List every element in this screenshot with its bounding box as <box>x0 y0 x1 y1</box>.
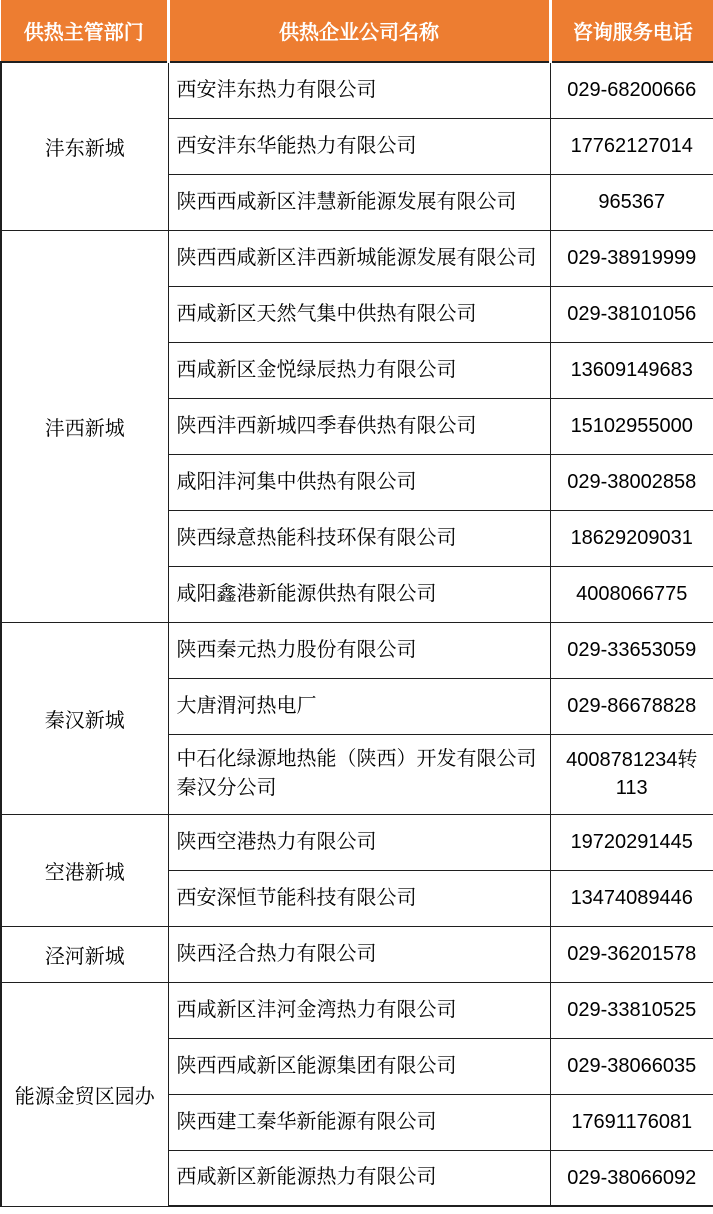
department-cell: 秦汉新城 <box>1 622 168 814</box>
company-name-cell: 陕西西咸新区沣慧新能源发展有限公司 <box>168 174 550 230</box>
phone-cell: 13609149683 <box>550 342 713 398</box>
department-cell: 沣西新城 <box>1 230 168 622</box>
company-name-cell: 陕西空港热力有限公司 <box>168 814 550 870</box>
header-department: 供热主管部门 <box>1 0 168 62</box>
department-cell: 泾河新城 <box>1 926 168 982</box>
company-name-cell: 西咸新区天然气集中供热有限公司 <box>168 286 550 342</box>
phone-cell: 18629209031 <box>550 510 713 566</box>
table-row <box>1 982 713 1038</box>
phone-cell: 029-33653059 <box>550 622 713 678</box>
company-name-cell: 西咸新区沣河金湾热力有限公司 <box>168 982 550 1038</box>
company-name-cell: 中石化绿源地热能（陕西）开发有限公司秦汉分公司 <box>168 734 550 814</box>
phone-cell: 029-38002858 <box>550 454 713 510</box>
company-name-cell: 陕西西咸新区沣西新城能源发展有限公司 <box>168 230 550 286</box>
phone-cell: 4008781234转113 <box>550 734 713 814</box>
table-row <box>1 62 713 118</box>
company-name-cell: 陕西建工秦华新能源有限公司 <box>168 1094 550 1150</box>
department-cell: 沣东新城 <box>1 62 168 230</box>
phone-cell: 029-38919999 <box>550 230 713 286</box>
table-header-row <box>1 0 713 62</box>
phone-cell: 029-68200666 <box>550 62 713 118</box>
phone-cell: 029-36201578 <box>550 926 713 982</box>
company-name-cell: 陕西泾合热力有限公司 <box>168 926 550 982</box>
company-name-cell: 咸阳沣河集中供热有限公司 <box>168 454 550 510</box>
phone-cell: 17691176081 <box>550 1094 713 1150</box>
company-name-cell: 西安沣东热力有限公司 <box>168 62 550 118</box>
header-service-phone: 咨询服务电话 <box>550 0 713 62</box>
company-name-cell: 陕西西咸新区能源集团有限公司 <box>168 1038 550 1094</box>
phone-cell: 029-38066092 <box>550 1150 713 1206</box>
company-name-cell: 咸阳鑫港新能源供热有限公司 <box>168 566 550 622</box>
table-row <box>1 926 713 982</box>
table-row <box>1 622 713 678</box>
phone-cell: 17762127014 <box>550 118 713 174</box>
company-name-cell: 陕西秦元热力股份有限公司 <box>168 622 550 678</box>
company-name-cell: 西咸新区新能源热力有限公司 <box>168 1150 550 1206</box>
company-name-cell: 大唐渭河热电厂 <box>168 678 550 734</box>
company-name-cell: 西咸新区金悦绿辰热力有限公司 <box>168 342 550 398</box>
table-row <box>1 814 713 870</box>
phone-cell: 029-33810525 <box>550 982 713 1038</box>
company-name-cell: 陕西沣西新城四季春供热有限公司 <box>168 398 550 454</box>
header-company-name: 供热企业公司名称 <box>168 0 550 62</box>
phone-cell: 029-38066035 <box>550 1038 713 1094</box>
phone-cell: 4008066775 <box>550 566 713 622</box>
phone-cell: 029-38101056 <box>550 286 713 342</box>
department-cell: 能源金贸区园办 <box>1 982 168 1206</box>
company-name-cell: 西安深恒节能科技有限公司 <box>168 870 550 926</box>
phone-cell: 15102955000 <box>550 398 713 454</box>
phone-cell: 029-86678828 <box>550 678 713 734</box>
company-name-cell: 陕西绿意热能科技环保有限公司 <box>168 510 550 566</box>
table-row <box>1 230 713 286</box>
phone-cell: 965367 <box>550 174 713 230</box>
department-cell: 空港新城 <box>1 814 168 926</box>
phone-cell: 13474089446 <box>550 870 713 926</box>
phone-cell: 19720291445 <box>550 814 713 870</box>
company-name-cell: 西安沣东华能热力有限公司 <box>168 118 550 174</box>
